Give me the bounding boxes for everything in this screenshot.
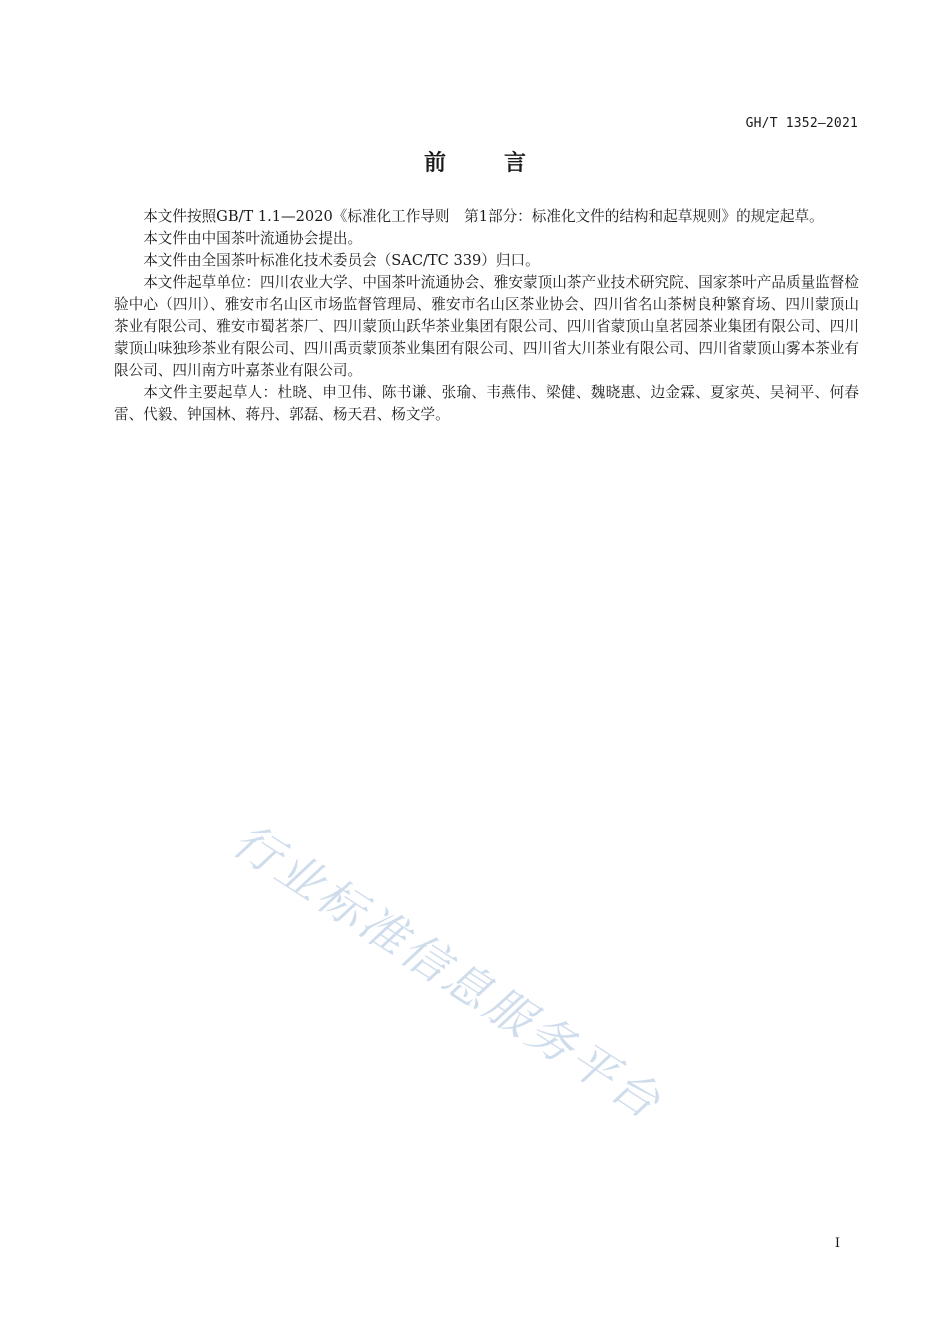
paragraph-drafting-units: 本文件起草单位：四川农业大学、中国茶叶流通协会、雅安蒙顶山茶产业技术研究院、国家茶叶产品质量监督检验中心（四川）、雅安市名山区市场监督管理局、雅安市名山区茶业协会、四川省名山茶树良种繁育场、四川蒙顶山茶业有限公司、雅安市蜀茗茶厂、四川蒙顶山跃华茶业集团有限公司、四川省蒙顶山皇茗园茶业集团有限公司、四川蒙顶山味独珍茶业有限公司、四川禹贡蒙顶茶业集团有限公司、四川省大川茶业有限公司、四川省蒙顶山雾本茶业有限公司、四川南方叶嘉茶业有限公司。 (114, 274, 859, 379)
page-title: 前言 (423, 151, 584, 176)
paragraph-drafters: 本文件主要起草人：杜晓、申卫伟、陈书谦、张瑜、韦燕伟、梁健、魏晓惠、边金霖、夏家英、吴祠平、何春雷、代毅、钟国林、蒋丹、郭磊、杨天君、杨文学。 (114, 384, 859, 423)
paragraph-committee: 本文件由全国茶叶标准化技术委员会（SAC/TC 339）归口。 (143, 252, 540, 269)
foreword-body (114, 206, 859, 426)
document-code: GH/T 1352—2021 (745, 116, 858, 131)
page-number: I (834, 1236, 840, 1251)
paragraph-proposer: 本文件由中国茶叶流通协会提出。 (143, 230, 363, 247)
watermark-text: 行业标准信息服务平台 (223, 812, 673, 1131)
paragraph-drafting-rules: 本文件按照GB/T 1.1—2020《标准化工作导则 第1部分：标准化文件的结构和起草规则》的规定起草。 (143, 208, 824, 225)
